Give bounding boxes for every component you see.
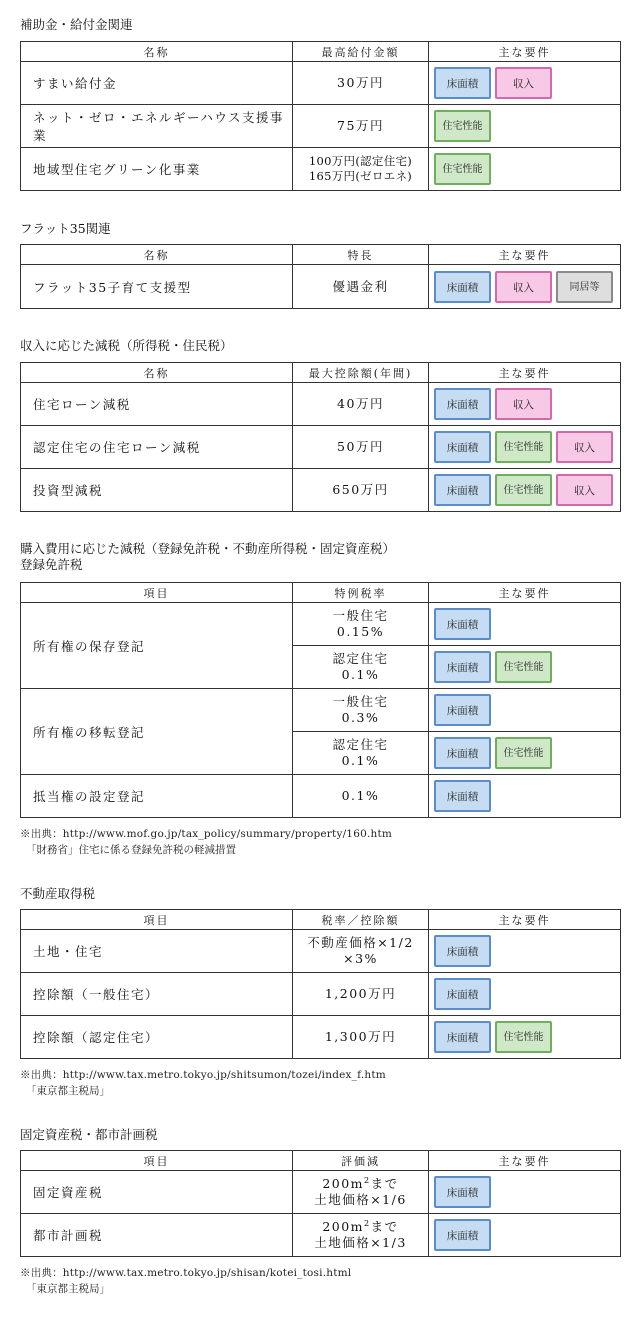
table-header-row bbox=[21, 245, 621, 265]
row-requirements bbox=[429, 62, 621, 105]
table-row bbox=[21, 973, 621, 1016]
floor-area-badge: 床面積 bbox=[434, 474, 491, 506]
row-name: 認定住宅の住宅ローン減税 bbox=[21, 426, 293, 469]
row-requirements bbox=[429, 383, 621, 426]
value-line: 165万円(ゼロエネ) bbox=[308, 169, 413, 183]
source-note-mof bbox=[20, 826, 392, 858]
source-url[interactable]: ※出典：http://www.tax.metro.tokyo.jp/shitsumon/tozei/index_f.htm bbox=[20, 1069, 386, 1081]
table-header-row bbox=[21, 363, 621, 383]
source-title: 「東京都主税局」 bbox=[26, 1283, 110, 1295]
row-value bbox=[293, 148, 429, 191]
row-name: 抵当権の設定登記 bbox=[21, 775, 293, 818]
table-row bbox=[21, 62, 621, 105]
floor-area-badge: 床面積 bbox=[434, 737, 491, 769]
heading-line: 購入費用に応じた減税（登録免許税・不動産所得税・固定資産税） bbox=[20, 541, 396, 556]
table-row bbox=[21, 930, 621, 973]
table-header-row bbox=[21, 583, 621, 603]
header-name: 項目 bbox=[21, 910, 293, 930]
row-requirements bbox=[429, 1214, 621, 1257]
row-requirements bbox=[429, 426, 621, 469]
value-superscript: 2 bbox=[364, 1175, 371, 1185]
table-row bbox=[21, 603, 621, 646]
row-value bbox=[293, 689, 429, 732]
table-row bbox=[21, 148, 621, 191]
header-requirements: 主な要件 bbox=[429, 583, 621, 603]
floor-area-badge: 床面積 bbox=[434, 431, 491, 463]
row-name: 土地・住宅 bbox=[21, 930, 293, 973]
header-name: 名称 bbox=[21, 363, 293, 383]
table-row bbox=[21, 105, 621, 148]
row-value: 40万円 bbox=[293, 383, 429, 426]
header-value: 特長 bbox=[293, 245, 429, 265]
row-value bbox=[293, 930, 429, 973]
row-value: 30万円 bbox=[293, 62, 429, 105]
row-value: 1,300万円 bbox=[293, 1016, 429, 1059]
row-name: 控除額（認定住宅） bbox=[21, 1016, 293, 1059]
table-row bbox=[21, 775, 621, 818]
header-name: 名称 bbox=[21, 42, 293, 62]
row-requirements bbox=[429, 646, 621, 689]
value-line bbox=[293, 1219, 428, 1235]
row-requirements bbox=[429, 1171, 621, 1214]
source-title: 「財務省」住宅に係る登録免許税の軽減措置 bbox=[26, 844, 236, 856]
value-line: 100万円(認定住宅) bbox=[308, 154, 413, 168]
row-name: ネット・ゼロ・エネルギーハウス支援事業 bbox=[21, 105, 293, 148]
housing-performance-badge: 住宅性能 bbox=[495, 474, 552, 506]
table-row bbox=[21, 426, 621, 469]
income-badge: 収入 bbox=[495, 67, 552, 99]
floor-area-badge: 床面積 bbox=[434, 1176, 491, 1208]
housing-performance-badge: 住宅性能 bbox=[495, 1021, 552, 1053]
flat35-table bbox=[20, 244, 621, 309]
value-superscript: 2 bbox=[364, 1218, 371, 1228]
table-header-row bbox=[21, 910, 621, 930]
header-requirements: 主な要件 bbox=[429, 42, 621, 62]
income-badge: 収入 bbox=[495, 271, 552, 303]
row-value bbox=[293, 1171, 429, 1214]
acquisition-tax-table bbox=[20, 909, 621, 1059]
row-value bbox=[293, 732, 429, 775]
housing-performance-badge: 住宅性能 bbox=[495, 651, 552, 683]
housing-performance-badge: 住宅性能 bbox=[434, 110, 491, 142]
value-line: 土地価格×1/6 bbox=[314, 1192, 407, 1207]
row-name: 都市計画税 bbox=[21, 1214, 293, 1257]
header-name: 名称 bbox=[21, 245, 293, 265]
header-value: 最大控除額(年間) bbox=[293, 363, 429, 383]
header-name: 項目 bbox=[21, 1151, 293, 1171]
table-row bbox=[21, 1016, 621, 1059]
heading-line: 登録免許税 bbox=[20, 557, 83, 572]
row-requirements bbox=[429, 148, 621, 191]
cohabitation-badge: 同居等 bbox=[556, 271, 613, 303]
header-requirements: 主な要件 bbox=[429, 910, 621, 930]
value-line bbox=[293, 1176, 428, 1192]
row-requirements bbox=[429, 603, 621, 646]
row-requirements bbox=[429, 973, 621, 1016]
row-value bbox=[293, 603, 429, 646]
row-requirements bbox=[429, 1016, 621, 1059]
section-heading-acquisition-tax: 不動産取得税 bbox=[20, 886, 96, 901]
floor-area-badge: 床面積 bbox=[434, 388, 491, 420]
header-requirements: 主な要件 bbox=[429, 1151, 621, 1171]
row-name: すまい給付金 bbox=[21, 62, 293, 105]
source-url[interactable]: ※出典：http://www.mof.go.jp/tax_policy/summary/property/160.htm bbox=[20, 828, 393, 840]
value-part: まで bbox=[370, 1176, 399, 1191]
header-value: 最高給付金額 bbox=[293, 42, 429, 62]
floor-area-badge: 床面積 bbox=[434, 1219, 491, 1251]
floor-area-badge: 床面積 bbox=[434, 780, 491, 812]
row-value: 0.1% bbox=[293, 775, 429, 818]
value-line: 0.3% bbox=[341, 710, 380, 725]
income-badge: 収入 bbox=[495, 388, 552, 420]
row-value bbox=[293, 646, 429, 689]
row-value: 75万円 bbox=[293, 105, 429, 148]
floor-area-badge: 床面積 bbox=[434, 651, 491, 683]
section-heading-property-tax: 固定資産税・都市計画税 bbox=[20, 1127, 158, 1142]
header-value: 税率／控除額 bbox=[293, 910, 429, 930]
row-value: 50万円 bbox=[293, 426, 429, 469]
row-requirements bbox=[429, 469, 621, 512]
section-heading-purchase-tax bbox=[20, 541, 395, 573]
housing-performance-badge: 住宅性能 bbox=[434, 153, 491, 185]
header-name: 項目 bbox=[21, 583, 293, 603]
value-line: 認定住宅 bbox=[332, 737, 389, 752]
table-header-row bbox=[21, 1151, 621, 1171]
value-line: 一般住宅 bbox=[332, 694, 389, 709]
section-heading-subsidy: 補助金・給付金関連 bbox=[20, 17, 133, 32]
table-row bbox=[21, 265, 621, 309]
table-row bbox=[21, 689, 621, 732]
floor-area-badge: 床面積 bbox=[434, 608, 491, 640]
row-name: 所有権の移転登記 bbox=[21, 689, 293, 775]
source-note-tokyo-1 bbox=[20, 1067, 386, 1099]
floor-area-badge: 床面積 bbox=[434, 935, 491, 967]
table-row bbox=[21, 469, 621, 512]
floor-area-badge: 床面積 bbox=[434, 67, 491, 99]
value-line: 0.1% bbox=[341, 753, 380, 768]
source-title: 「東京都主税局」 bbox=[26, 1085, 110, 1097]
row-name: 地域型住宅グリーン化事業 bbox=[21, 148, 293, 191]
housing-performance-badge: 住宅性能 bbox=[495, 737, 552, 769]
source-note-tokyo-2 bbox=[20, 1265, 351, 1297]
value-part: 200m bbox=[322, 1219, 365, 1234]
value-line: 0.15% bbox=[336, 624, 385, 639]
registration-tax-table bbox=[20, 582, 621, 818]
subsidy-table bbox=[20, 41, 621, 191]
row-value: 1,200万円 bbox=[293, 973, 429, 1016]
value-line: 一般住宅 bbox=[332, 608, 389, 623]
section-heading-income-tax: 収入に応じた減税（所得税・住民税） bbox=[20, 338, 233, 353]
table-row bbox=[21, 1171, 621, 1214]
table-row bbox=[21, 1214, 621, 1257]
header-requirements: 主な要件 bbox=[429, 245, 621, 265]
row-name: 投資型減税 bbox=[21, 469, 293, 512]
row-requirements bbox=[429, 930, 621, 973]
income-badge: 収入 bbox=[556, 431, 613, 463]
row-requirements bbox=[429, 775, 621, 818]
income-tax-table bbox=[20, 362, 621, 512]
header-value: 特例税率 bbox=[293, 583, 429, 603]
floor-area-badge: 床面積 bbox=[434, 978, 491, 1010]
floor-area-badge: 床面積 bbox=[434, 1021, 491, 1053]
row-requirements bbox=[429, 732, 621, 775]
value-part: 200m bbox=[322, 1176, 365, 1191]
floor-area-badge: 床面積 bbox=[434, 271, 491, 303]
value-line: 0.1% bbox=[341, 667, 380, 682]
property-tax-table bbox=[20, 1150, 621, 1257]
section-heading-flat35: フラット35関連 bbox=[20, 221, 111, 236]
value-line: ×3% bbox=[343, 951, 378, 966]
row-value: 優遇金利 bbox=[293, 265, 429, 309]
row-requirements bbox=[429, 265, 621, 309]
income-badge: 収入 bbox=[556, 474, 613, 506]
row-name: 住宅ローン減税 bbox=[21, 383, 293, 426]
row-value: 650万円 bbox=[293, 469, 429, 512]
header-requirements: 主な要件 bbox=[429, 363, 621, 383]
housing-performance-badge: 住宅性能 bbox=[495, 431, 552, 463]
table-row bbox=[21, 383, 621, 426]
header-value: 評価減 bbox=[293, 1151, 429, 1171]
value-line: 不動産価格×1/2 bbox=[307, 935, 414, 950]
source-url[interactable]: ※出典：http://www.tax.metro.tokyo.jp/shisan/kotei_tosi.html bbox=[20, 1267, 352, 1279]
row-value bbox=[293, 1214, 429, 1257]
value-line: 認定住宅 bbox=[332, 651, 389, 666]
floor-area-badge: 床面積 bbox=[434, 694, 491, 726]
row-name: 所有権の保存登記 bbox=[21, 603, 293, 689]
value-line: 土地価格×1/3 bbox=[314, 1235, 407, 1250]
row-name: フラット35子育て支援型 bbox=[21, 265, 293, 309]
row-name: 控除額（一般住宅） bbox=[21, 973, 293, 1016]
value-part: まで bbox=[370, 1219, 399, 1234]
row-name: 固定資産税 bbox=[21, 1171, 293, 1214]
row-requirements bbox=[429, 689, 621, 732]
row-requirements bbox=[429, 105, 621, 148]
table-header-row bbox=[21, 42, 621, 62]
